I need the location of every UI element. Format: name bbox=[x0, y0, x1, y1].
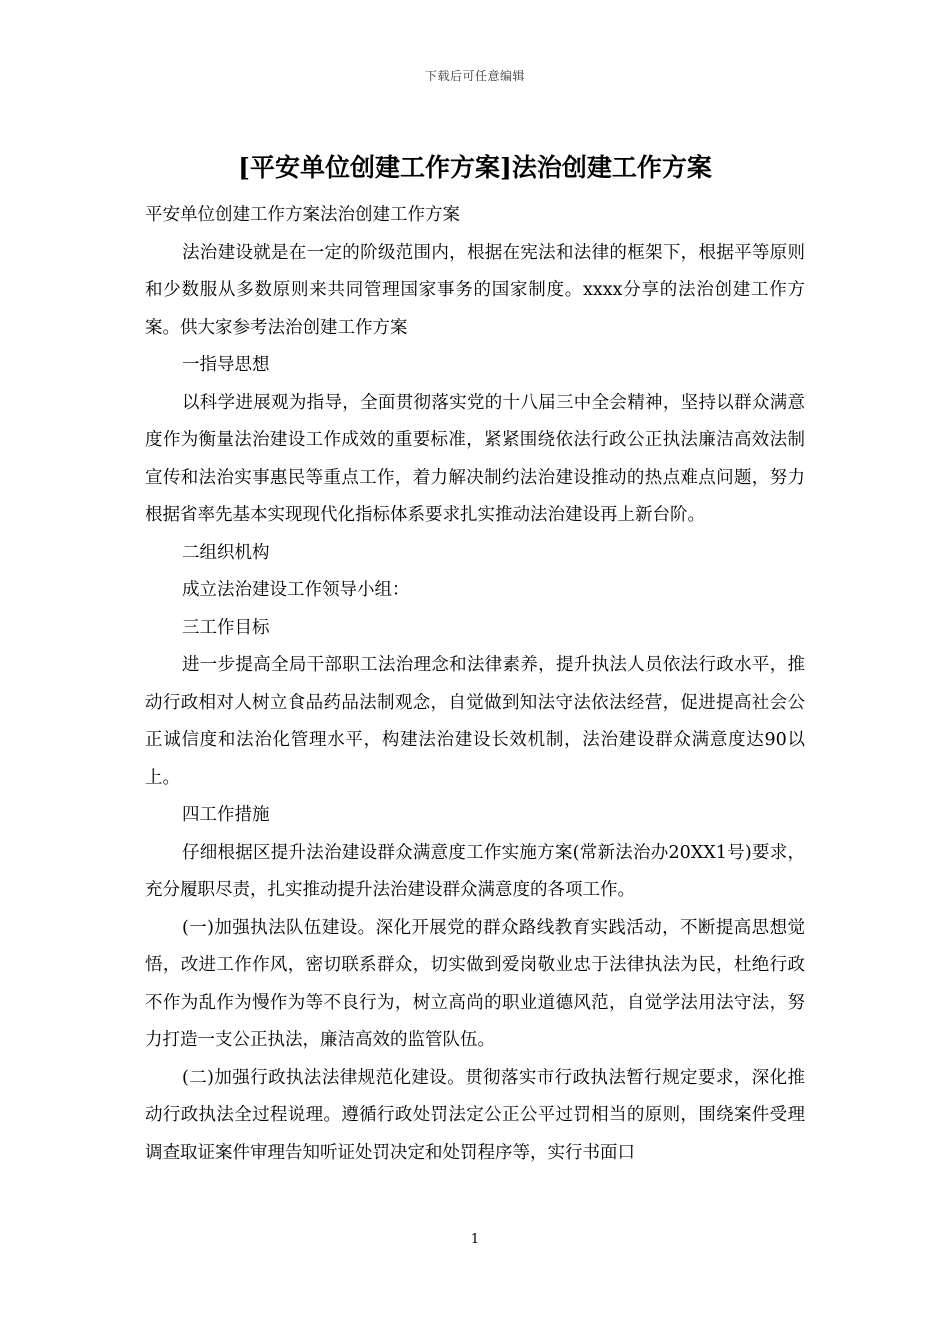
paragraph-measure-1: (一)加强执法队伍建设。深化开展党的群众路线教育实践活动，不断提高思想觉悟，改进工作作风，密切联系群众，切实做到爱岗敬业忠于法律执法为民，杜绝行政不作为乱作为慢作为等不良行为，树立高尚的职业道德风范，自觉学法用法守法，努力打造一支公正执法，廉洁高效的监管队伍。 bbox=[145, 917, 805, 1050]
paragraph-intro: 法治建设就是在一定的阶级范围内，根据在宪法和法律的框架下，根据平等原则和少数服从多数原则来共同管理国家事务的国家制度。xxxx分享的法治创建工作方案。供大家参考法治创建工作方案 bbox=[145, 242, 805, 338]
section-heading-measures: 四工作措施 bbox=[182, 805, 270, 825]
paragraph-guiding-thought: 以科学进展观为指导，全面贯彻落实党的十八届三中全会精神，坚持以群众满意度作为衡量法治建设工作成效的重要标准，紧紧围绕依法行政公正执法廉洁高效法制宣传和法治实事惠民等重点工作，着力解决制约法治建设推动的热点难点问题，努力根据省率先基本实现现代化指标体系要求扎实推动法治建设再上新台阶。 bbox=[145, 392, 805, 525]
paragraph-measure-2: (二)加强行政执法法律规范化建设。贯彻落实市行政执法暂行规定要求，深化推动行政执法全过程说理。遵循行政处罚法定公正公平过罚相当的原则，围绕案件受理调查取证案件审理告知听证处罚决定和处罚程序等，实行书面口 bbox=[145, 1067, 805, 1163]
section-heading-goals: 三工作目标 bbox=[182, 617, 270, 638]
paragraph-measures: 仔细根据区提升法治建设群众满意度工作实施方案(常新法治办20XX1号)要求，充分履职尽责，扎实推动提升法治建设群众满意度的各项工作。 bbox=[145, 842, 805, 900]
page-number: 1 bbox=[470, 1232, 480, 1247]
section-heading-organization: 二组织机构 bbox=[182, 542, 270, 563]
section-heading-guiding-thought: 一指导思想 bbox=[182, 355, 270, 375]
document-body bbox=[145, 197, 805, 1172]
document-title: [平安单位创建工作方案]法治创建工作方案 bbox=[238, 153, 712, 182]
subtitle-line: 平安单位创建工作方案法治创建工作方案 bbox=[145, 205, 460, 225]
header-note: 下载后可任意编辑 bbox=[424, 69, 525, 83]
paragraph-goals: 进一步提高全局干部职工法治理念和法律素养，提升执法人员依法行政水平，推动行政相对人树立食品药品法制观念，自觉做到知法守法依法经营，促进提高社会公正诚信度和法治化管理水平，构建法治建设长效机制，法治建设群众满意度达90以上。 bbox=[145, 655, 805, 788]
paragraph-organization: 成立法治建设工作领导小组： bbox=[182, 580, 410, 600]
